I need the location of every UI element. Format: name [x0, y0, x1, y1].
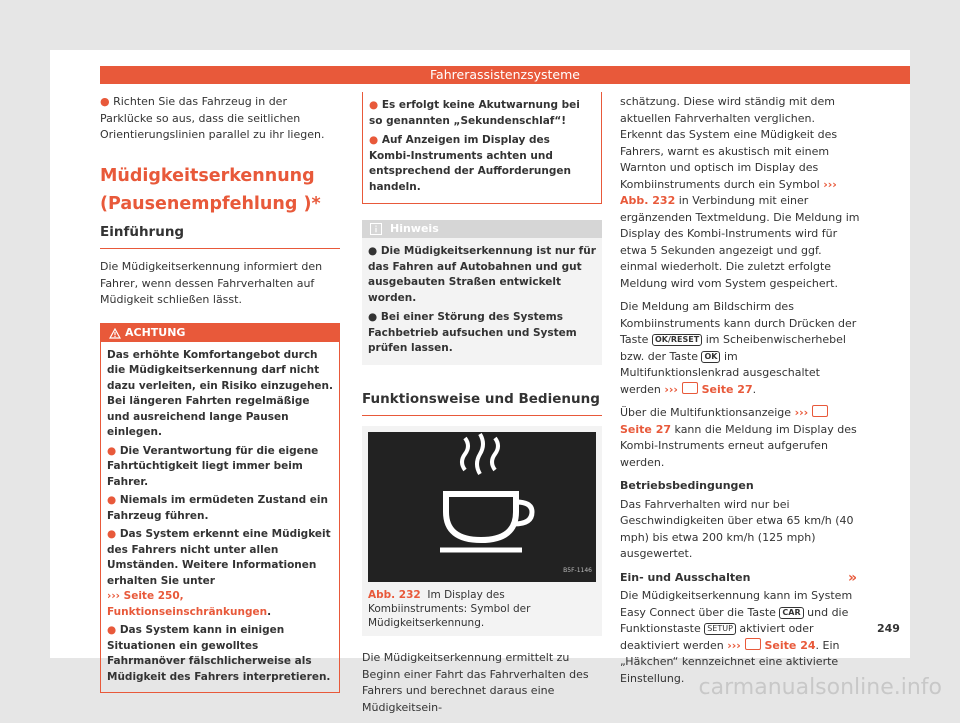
figure-link[interactable]: ››› Abb. 232 — [620, 177, 837, 207]
warning-header: ACHTUNG — [101, 324, 339, 342]
subheading-on-off: Ein- und Ausschalten — [620, 570, 751, 584]
warning-continued: ● Es erfolgt keine Akutwarnung bei so genannten „Sekundenschlaf“! ● Auf Anzeigen im Display des Kombi-Instruments achten und entsprechend der Aufforderungen handeln. — [362, 92, 602, 204]
page-link[interactable]: ››› Seite 27 — [664, 382, 753, 396]
column-middle — [362, 94, 602, 723]
figure-code: B5F-1146 — [563, 566, 592, 574]
warning-body: Das erhöhte Komfortangebot durch die Müdigkeitserkennung darf nicht dazu verleiten, ein Risiko einzugehen. Bei längeren Fahrten regelmäßige und ausreichend lange Pausen einlegen. ● Die Verantwortung für die eigene Fahrtüchtigkeit liegt immer beim Fahrer. ● Niemals im ermüdeten Zustand ein Fahrzeug führen. ● Das System erkennt eine Müdigkeit des Fahrers nicht unter allen Umständen. Weitere Informationen erhalten Sie unter ››› Seite 250, Funktionseinschränkungen. ● Das System kann in einigen Situationen ein gewolltes Fahrmanöver fälschlicherweise als Müdigkeit des Fahrers interpretieren. — [107, 348, 334, 683]
ok-key-icon: OK — [701, 351, 720, 363]
figure-image — [368, 432, 596, 582]
book-icon — [682, 382, 698, 394]
column-left — [100, 94, 340, 693]
paragraph-3: Über die Multifunktionsanzeige ››› Seite 27 kann die Meldung im Display des Kombi-Instruments erneut aufgerufen werden. — [620, 406, 857, 469]
paragraph-4: Das Fahrverhalten wird nur bei Geschwindigkeiten über etwa 65 km/h (40 mph) bis etwa 200 km/h (125 mph) ausgewertet. — [620, 497, 854, 560]
chapter-header: Fahrerassistenzsysteme — [100, 66, 910, 84]
setup-key-icon: SETUP — [704, 623, 736, 635]
paragraph-5: Die Müdigkeitserkennung kann im System Easy Connect über die Taste CAR und die Funktionstaste SETUP aktiviert oder deaktiviert werden ››› Seite 24. Ein „Häkchen“ kennzeichnet eine aktivierte Einstellung. — [620, 589, 853, 685]
column-right — [620, 94, 860, 694]
note-header: Hinweis — [362, 220, 602, 238]
watermark: carmanualsonline.info — [698, 675, 942, 700]
page-link[interactable]: ››› Seite 250, Funktionseinschränkungen — [107, 590, 268, 618]
warning-box — [100, 323, 340, 694]
note-box — [362, 220, 602, 365]
intro-bullet: ● Richten Sie das Fahrzeug in der Parklücke so aus, dass die seitlichen Orientierungslinien parallel zu ihr liegen. — [100, 95, 325, 141]
page-link[interactable]: ››› Seite 27 — [620, 406, 828, 436]
subheading-operating-conditions: Betriebsbedingungen — [620, 479, 754, 492]
car-key-icon: CAR — [779, 607, 803, 619]
paragraph-2: Die Meldung am Bildschirm des Kombiinstruments kann durch Drücken der Taste OK/RESET im Scheibenwischerhebel bzw. der Taste OK im Multifunktionslenkrad ausgeschaltet werden ››› Seite 27. — [620, 300, 857, 396]
bullet-icon: ● — [100, 95, 114, 108]
paragraph-1: schätzung. Diese wird ständig mit dem aktuellen Fahrverhalten verglichen. Erkennt das System eine Müdigkeit des Fahrers, warnt es akustisch mit einem Warnton und optisch im Display des Kombiinstruments durch ein Symbol ››› Abb. 232 in Verbindung mit einer ergänzenden Textmeldung. Die Meldung im Display des Kombi-Instruments wird für etwa 5 Sekunden angezeigt und ggf. einmal wiederholt. Die zuletzt erfolgte Meldung wird vom System gespeichert. — [620, 95, 860, 290]
coffee-cup-icon — [368, 432, 596, 582]
figure — [362, 426, 602, 636]
continue-arrow-icon: » — [848, 570, 858, 586]
warning-triangle-icon — [109, 327, 121, 345]
section-heading: Funktionsweise und Bedienung — [362, 391, 602, 417]
ok-reset-key-icon: OK/RESET — [652, 334, 702, 346]
book-icon — [812, 405, 828, 417]
section-title: Müdigkeitserkennung (Pausenempfehlung )* — [100, 165, 321, 214]
info-icon — [370, 223, 382, 241]
figure-caption: Abb. 232 Im Display des Kombiinstruments: Symbol der Müdigkeitserkennung. — [368, 589, 531, 629]
note-body: ● Die Müdigkeitserkennung ist nur für das Fahren auf Autobahnen und gut ausgebauten Straßen entwickelt worden. ● Bei einer Störung des Systems Fachbetrieb aufsuchen und System prüfen lassen. — [362, 238, 602, 365]
body-paragraph: Die Müdigkeitserkennung ermittelt zu Beginn einer Fahrt das Fahrverhalten des Fahrers und berechnet daraus eine Müdigkeitsein- — [362, 651, 589, 714]
book-icon — [745, 638, 761, 650]
page-link[interactable]: ››› Seite 24 — [727, 638, 816, 652]
intro-paragraph: Die Müdigkeitserkennung informiert den Fahrer, wenn dessen Fahrverhalten auf Müdigkeit schließen lässt. — [100, 260, 323, 306]
page-number: 249 — [877, 622, 900, 635]
subsection-title: Einführung — [100, 224, 340, 250]
